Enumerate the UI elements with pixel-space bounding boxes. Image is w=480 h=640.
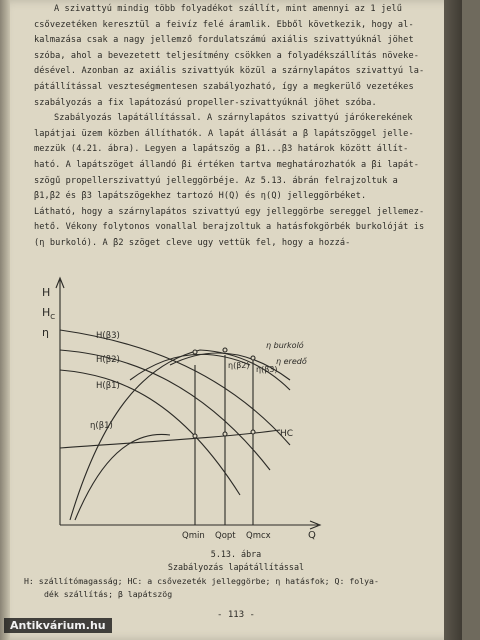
text-line: mezzük (4.21. ábra). Legyen a lapátszög a β1...β3 határok között állít- bbox=[34, 144, 409, 155]
text-line: ható. A lapátszöget állandó βi értéken tartva meghatározhatók a βi lapát- bbox=[34, 159, 419, 170]
figure-legend bbox=[24, 575, 454, 601]
book-page bbox=[10, 0, 462, 640]
text-line: hető. Vékony folytonos vonallal berajzoltuk a hatásfokgörbék burkolóját is bbox=[34, 222, 425, 233]
watermark-logo: Antikvárium.hu bbox=[4, 618, 112, 633]
axis-label-q: Q bbox=[308, 530, 316, 540]
label-eta-beta3: η(β3) bbox=[256, 365, 278, 374]
legend-line: dék szállítás; β lapátszög bbox=[44, 589, 173, 599]
text-line: pátállítással veszteségmentesen szabályozható, így a megkerülő vezetékes bbox=[34, 81, 414, 92]
text-line: szögű propellerszivattyú jelleggörbéje. Az 5.13. ábrán felrajzoltuk a bbox=[34, 175, 398, 186]
intersection-point bbox=[251, 356, 255, 360]
curve-eta-burkolo bbox=[70, 350, 290, 520]
text-line: lapátjai üzem közben állíthatók. A lapát állását a β lapátszöggel jelle- bbox=[34, 128, 414, 139]
text-line: szabályozás a fix lapátozású propeller-szivattyúknál jöhet szóba. bbox=[34, 97, 377, 108]
text-line: désével. Azonban az axiális szivattyúk közül a szárnylapátos szivattyú la- bbox=[34, 66, 425, 77]
page-edge-shadow bbox=[444, 0, 462, 640]
label-h-beta1: H(β1) bbox=[96, 381, 120, 391]
label-eta-beta2: η(β2) bbox=[228, 361, 250, 370]
label-eta-beta1: η(β1) bbox=[90, 421, 113, 431]
text-line: (η burkoló). A β2 szöget cleve ugy vettük fel, hogy a hozzá- bbox=[34, 237, 351, 248]
axis-label-eta: η bbox=[42, 326, 49, 339]
curve-h-beta1 bbox=[60, 370, 240, 495]
page-number: - 113 - bbox=[217, 610, 255, 620]
text-line: csővezetéken keresztül a feivíz felé áramlik. Ebből következik, hogy al- bbox=[34, 19, 414, 30]
body-text bbox=[34, 2, 444, 252]
book-spine-shadow bbox=[0, 0, 10, 640]
label-eta-burkolo: η burkoló bbox=[266, 341, 304, 350]
text-line: A szivattyú mindig több folyadékot szállít, mint amennyi az 1 jelű bbox=[54, 4, 403, 14]
text-line: β1,β2 és β3 lapátszögekhez tartozó H(Q) és η(Q) jelleggörbéket. bbox=[34, 191, 367, 202]
legend-line: H: szállítómagasság; HC: a csővezeték jelleggörbe; η hatásfok; Q: folya- bbox=[24, 576, 379, 586]
curve-hc bbox=[60, 430, 280, 448]
curve-eta-beta1 bbox=[75, 434, 170, 520]
characteristic-curves-figure bbox=[40, 270, 340, 540]
label-eta-eredo: η eredő bbox=[276, 357, 307, 366]
intersection-point bbox=[223, 432, 227, 436]
figure-number: 5.13. ábra bbox=[210, 549, 262, 559]
label-h-beta3: H(β3) bbox=[96, 331, 120, 341]
axis-label-hc-main: H bbox=[42, 306, 51, 319]
intersection-point bbox=[193, 434, 197, 438]
text-line: szóba, ahol a bevezetett teljesítmény csökken a folyadékszállítás növeke- bbox=[34, 50, 419, 61]
tick-qmin: Qmin bbox=[182, 531, 205, 540]
intersection-point bbox=[193, 350, 197, 354]
axis-label-hc-sub: C bbox=[50, 313, 56, 321]
axis-label-hc bbox=[42, 306, 55, 321]
tick-qmax: Qmcx bbox=[246, 531, 271, 540]
intersection-point bbox=[223, 348, 227, 352]
label-h-beta2: H(β2) bbox=[96, 355, 120, 365]
text-line: kalmazása csak a nagy jellemző fordulatszámú axiális szivattyúknál jöhet bbox=[34, 35, 414, 46]
figure-title: Szabályozás lapátállítással bbox=[167, 562, 305, 572]
tick-qopt: Qopt bbox=[215, 531, 236, 540]
label-hc: HC bbox=[280, 429, 294, 439]
text-line: Szabályozás lapátállítással. A szárnylapátos szivattyú járókerekének bbox=[54, 113, 413, 124]
text-line: Látható, hogy a szárnylapátos szivattyú egy jelleggörbe sereggel jellemez- bbox=[34, 206, 425, 217]
axis-label-h: H bbox=[42, 286, 51, 299]
intersection-point bbox=[251, 430, 255, 434]
